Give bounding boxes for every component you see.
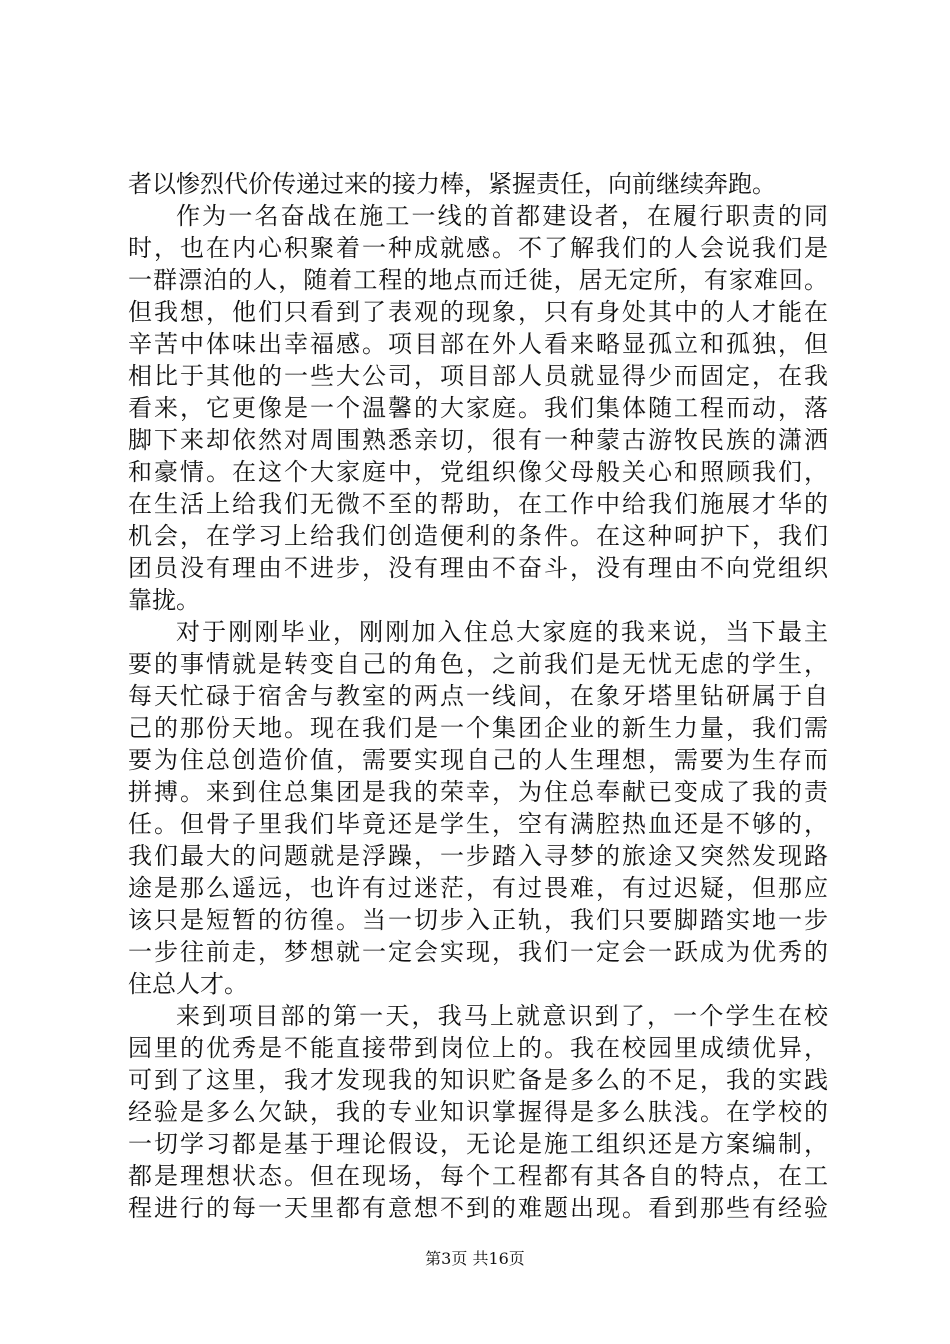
text-line: 都是理想状态。但在现场，每个工程都有其各自的特点，在工: [128, 1162, 828, 1190]
text-line: 机会，在学习上给我们创造便利的条件。在这种呵护下，我们: [128, 522, 828, 550]
body-text: [128, 168, 828, 1224]
text-line: 团员没有理由不进步，没有理由不奋斗，没有理由不向党组织: [128, 554, 828, 582]
text-line: 但我想，他们只看到了表观的现象，只有身处其中的人才能在: [128, 298, 828, 326]
text-line: 我们最大的问题就是浮躁，一步踏入寻梦的旅途又突然发现路: [128, 842, 828, 870]
text-line: 途是那么遥远，也许有过迷茫，有过畏难，有过迟疑，但那应: [128, 874, 828, 902]
page-number-footer: 第3页 共16页: [425, 1249, 525, 1268]
text-line: 脚下来却依然对周围熟悉亲切，很有一种蒙古游牧民族的潇洒: [128, 426, 828, 454]
text-line: 一步往前走，梦想就一定会实现，我们一定会一跃成为优秀的: [128, 938, 828, 966]
text-line: 每天忙碌于宿舍与教室的两点一线间，在象牙塔里钻研属于自: [128, 682, 828, 710]
text-line: 该只是短暂的彷徨。当一切步入正轨，我们只要脚踏实地一步: [128, 906, 828, 934]
text-line: 任。但骨子里我们毕竟还是学生，空有满腔热血还是不够的，: [128, 810, 828, 838]
text-line: 可到了这里，我才发现我的知识贮备是多么的不足，我的实践: [128, 1066, 828, 1094]
text-line: 和豪情。在这个大家庭中，党组织像父母般关心和照顾我们，: [128, 458, 828, 486]
text-line: 辛苦中体味出幸福感。项目部在外人看来略显孤立和孤独，但: [128, 330, 828, 358]
text-line: 程进行的每一天里都有意想不到的难题出现。看到那些有经验: [128, 1194, 828, 1222]
text-line: 一切学习都是基于理论假设，无论是施工组织还是方案编制，: [128, 1130, 828, 1158]
text-line: 者以惨烈代价传递过来的接力棒，紧握责任，向前继续奔跑。: [128, 170, 776, 198]
text-line: 在生活上给我们无微不至的帮助，在工作中给我们施展才华的: [128, 490, 828, 518]
paragraph-first-line: 对于刚刚毕业，刚刚加入住总大家庭的我来说，当下最主: [176, 618, 828, 646]
paragraph-last-line: 靠拢。: [128, 586, 200, 614]
text-line: 要为住总创造价值，需要实现自己的人生理想，需要为生存而: [128, 746, 828, 774]
paragraph-last-line: 住总人才。: [128, 970, 248, 998]
text-line: 经验是多么欠缺，我的专业知识掌握得是多么肤浅。在学校的: [128, 1098, 828, 1126]
text-line: 一群漂泊的人，随着工程的地点而迁徙，居无定所，有家难回。: [128, 266, 828, 294]
text-line: 己的那份天地。现在我们是一个集团企业的新生力量，我们需: [128, 714, 828, 742]
text-line: 园里的优秀是不能直接带到岗位上的。我在校园里成绩优异，: [128, 1034, 828, 1062]
paragraph-first-line: 来到项目部的第一天，我马上就意识到了，一个学生在校: [176, 1002, 828, 1030]
text-line: 相比于其他的一些大公司，项目部人员就显得少而固定，在我: [128, 362, 828, 390]
text-line: 拼搏。来到住总集团是我的荣幸，为住总奉献已变成了我的责: [128, 778, 828, 806]
paragraph-first-line: 作为一名奋战在施工一线的首都建设者，在履行职责的同: [176, 202, 828, 230]
text-line: 看来，它更像是一个温馨的大家庭。我们集体随工程而动，落: [128, 394, 828, 422]
text-line: 要的事情就是转变自己的角色，之前我们是无忧无虑的学生，: [128, 650, 828, 678]
text-line: 时，也在内心积聚着一种成就感。不了解我们的人会说我们是: [128, 234, 828, 262]
